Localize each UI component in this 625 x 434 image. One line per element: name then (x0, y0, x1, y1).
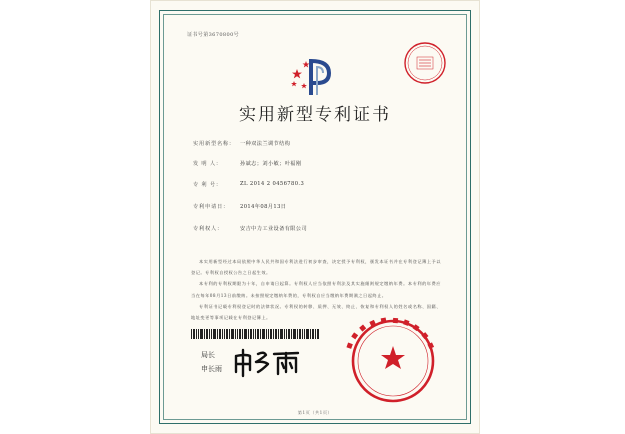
body-paragraph: 专利证书记载专利权登记时的法律状况。专利权的转移、质押、无效、终止、恢复和专利权人的姓名或名称、国籍、地址变更等事项记载在专利登记簿上。 (191, 303, 441, 321)
director-title-2: 申长雨 (201, 365, 222, 373)
field-value-patentee: 安吉中力工业设备有限公司 (240, 226, 308, 232)
body-paragraph: 本实用新型经过本局依照中华人民共和国专利法进行初步审查，决定授予专利权，颁发本证书并在专利登记簿上予以登记。专利权自授权公告之日起生效。 (191, 259, 441, 276)
patent-office-emblem-icon (287, 55, 339, 101)
seal-bottom-icon (338, 316, 448, 406)
field-value-patent-number: ZL 2014 2 0456780.3 (240, 181, 305, 187)
barcode (191, 329, 319, 339)
certificate-paper (150, 0, 480, 434)
certificate-number: 证书号第3670800号 (187, 32, 240, 38)
director-signature (232, 346, 302, 378)
field-value-utility-model-name: 一种双法兰调节结构 (240, 141, 291, 147)
field-label-application-date: 专利申请日： (193, 204, 229, 210)
seal-top-icon (402, 40, 448, 86)
director-title-1: 局长 (201, 351, 215, 359)
field-label-patent-number: 专 利 号： (193, 182, 222, 188)
field-value-inventor: 孙斌志；刘小敏；叶福刚 (240, 161, 302, 167)
field-label-inventor: 发 明 人： (193, 161, 222, 167)
field-value-application-date: 2014年08月13日 (240, 204, 287, 210)
field-label-utility-model-name: 实用新型名称： (193, 141, 235, 147)
page-number: 第1页（共1页） (297, 410, 333, 415)
certificate-title: 实用新型专利证书 (239, 105, 391, 125)
field-label-patentee: 专利权人： (193, 226, 223, 232)
certificate-body (191, 256, 441, 323)
body-paragraph: 本专利的专利权期限为十年，自申请日起算。专利权人应当依照专利法及其实施细则规定缴纳年费。本专利的年费应当在每年08月13日前缴纳。未按照规定缴纳年费的，专利权自应当缴纳年费期满之日起终止。 (191, 281, 441, 298)
